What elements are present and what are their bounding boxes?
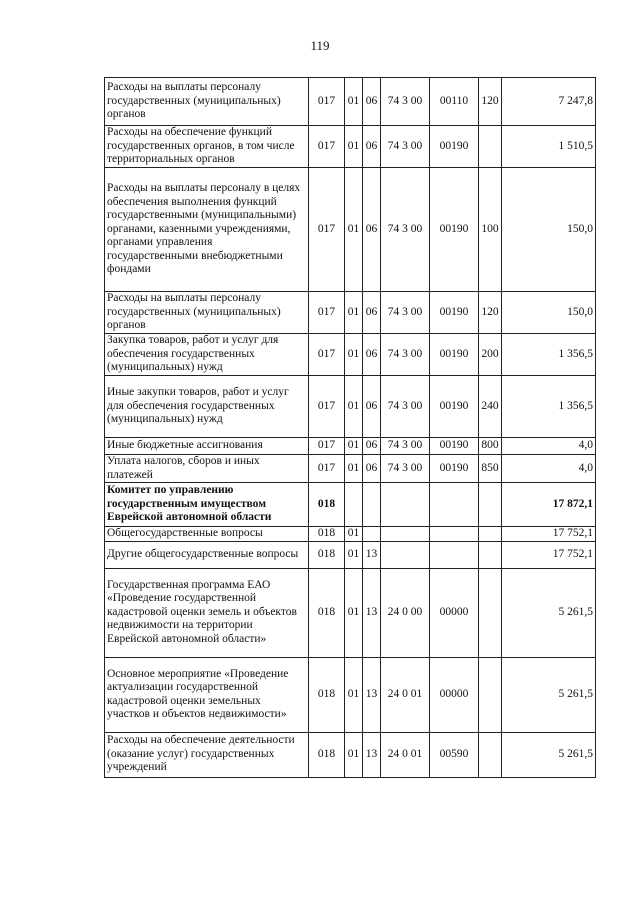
direction-code-cell: 00190 (430, 126, 479, 168)
expense-name-cell: Расходы на выплаты персоналу государственных (муниципальных) органов (105, 292, 309, 334)
department-code-cell: 017 (309, 78, 345, 126)
expense-name-cell: Расходы на выплаты персоналу государственных (муниципальных) органов (105, 78, 309, 126)
expense-type-code-cell (479, 527, 502, 542)
table-row (105, 168, 596, 292)
page-number: 119 (310, 38, 330, 53)
section-code-cell: 01 (345, 657, 363, 732)
program-code-cell (381, 483, 430, 527)
section-code-cell: 01 (345, 168, 363, 292)
subsection-code-cell: 06 (363, 126, 381, 168)
subsection-code-cell (363, 527, 381, 542)
program-code-cell: 24 0 00 (381, 568, 430, 657)
table-row (105, 455, 596, 483)
amount-cell: 5 261,5 (502, 732, 596, 777)
expense-type-code-cell (479, 732, 502, 777)
section-code-cell (345, 483, 363, 527)
budget-table (104, 77, 596, 778)
department-code-cell: 017 (309, 126, 345, 168)
department-code-cell: 018 (309, 483, 345, 527)
direction-code-cell: 00190 (430, 168, 479, 292)
direction-code-cell (430, 527, 479, 542)
expense-name-cell: Другие общегосударственные вопросы (105, 541, 309, 568)
table-row (105, 334, 596, 376)
program-code-cell (381, 527, 430, 542)
expense-name-cell: Иные закупки товаров, работ и услуг для обеспечения государственных (муниципальных) нужд (105, 376, 309, 438)
subsection-code-cell: 06 (363, 292, 381, 334)
table-row (105, 568, 596, 657)
subsection-code-cell: 06 (363, 438, 381, 455)
table-row (105, 438, 596, 455)
table-row (105, 541, 596, 568)
expense-name-cell: Расходы на обеспечение функций государственных органов, в том числе территориальных органов (105, 126, 309, 168)
section-code-cell: 01 (345, 455, 363, 483)
expense-type-code-cell (479, 657, 502, 732)
department-code-cell: 017 (309, 455, 345, 483)
subsection-code-cell: 06 (363, 376, 381, 438)
amount-cell: 17 872,1 (502, 483, 596, 527)
subsection-code-cell: 06 (363, 334, 381, 376)
program-code-cell: 74 3 00 (381, 126, 430, 168)
amount-cell: 7 247,8 (502, 78, 596, 126)
section-code-cell: 01 (345, 334, 363, 376)
department-code-cell: 018 (309, 527, 345, 542)
department-code-cell: 018 (309, 657, 345, 732)
direction-code-cell (430, 483, 479, 527)
section-code-cell: 01 (345, 78, 363, 126)
amount-cell: 5 261,5 (502, 657, 596, 732)
subsection-code-cell: 13 (363, 657, 381, 732)
expense-name-cell: Закупка товаров, работ и услуг для обеспечения государственных (муниципальных) нужд (105, 334, 309, 376)
expense-name-cell: Комитет по управлению государственным имуществом Еврейской автономной области (105, 483, 309, 527)
budget-table-body (105, 78, 596, 778)
department-code-cell: 017 (309, 292, 345, 334)
expense-type-code-cell: 200 (479, 334, 502, 376)
program-code-cell: 24 0 01 (381, 732, 430, 777)
amount-cell: 1 356,5 (502, 334, 596, 376)
amount-cell: 150,0 (502, 168, 596, 292)
expense-name-cell: Государственная программа ЕАО «Проведение государственной кадастровой оценки земель и объектов недвижимости на территории Еврейской автономной области» (105, 568, 309, 657)
program-code-cell: 74 3 00 (381, 376, 430, 438)
department-code-cell: 017 (309, 334, 345, 376)
table-row (105, 732, 596, 777)
department-code-cell: 017 (309, 376, 345, 438)
table-row (105, 657, 596, 732)
table-row (105, 376, 596, 438)
amount-cell: 17 752,1 (502, 527, 596, 542)
expense-type-code-cell: 120 (479, 292, 502, 334)
section-code-cell: 01 (345, 126, 363, 168)
expense-name-cell: Расходы на выплаты персоналу в целях обеспечения выполнения функций государственными (муниципальными) органами, казенными учреждениями, органами управления государственными внебюджетными фондами (105, 168, 309, 292)
expense-type-code-cell: 850 (479, 455, 502, 483)
subsection-code-cell: 13 (363, 732, 381, 777)
direction-code-cell: 00110 (430, 78, 479, 126)
section-code-cell: 01 (345, 527, 363, 542)
section-code-cell: 01 (345, 732, 363, 777)
department-code-cell: 018 (309, 732, 345, 777)
direction-code-cell: 00590 (430, 732, 479, 777)
expense-type-code-cell (479, 568, 502, 657)
program-code-cell: 74 3 00 (381, 292, 430, 334)
direction-code-cell: 00190 (430, 438, 479, 455)
department-code-cell: 018 (309, 568, 345, 657)
direction-code-cell: 00190 (430, 334, 479, 376)
section-code-cell: 01 (345, 376, 363, 438)
amount-cell: 5 261,5 (502, 568, 596, 657)
table-row (105, 527, 596, 542)
subsection-code-cell: 06 (363, 168, 381, 292)
expense-type-code-cell (479, 126, 502, 168)
program-code-cell: 74 3 00 (381, 438, 430, 455)
expense-type-code-cell: 100 (479, 168, 502, 292)
subsection-code-cell: 13 (363, 541, 381, 568)
section-code-cell: 01 (345, 568, 363, 657)
amount-cell: 4,0 (502, 438, 596, 455)
direction-code-cell: 00000 (430, 568, 479, 657)
department-code-cell: 017 (309, 168, 345, 292)
expense-name-cell: Общегосударственные вопросы (105, 527, 309, 542)
direction-code-cell (430, 541, 479, 568)
expense-name-cell: Расходы на обеспечение деятельности (оказание услуг) государственных учреждений (105, 732, 309, 777)
department-code-cell: 018 (309, 541, 345, 568)
subsection-code-cell: 13 (363, 568, 381, 657)
expense-name-cell: Основное мероприятие «Проведение актуализации государственной кадастровой оценки земельных участков и объектов недвижимости» (105, 657, 309, 732)
expense-type-code-cell: 120 (479, 78, 502, 126)
subsection-code-cell: 06 (363, 78, 381, 126)
expense-type-code-cell (479, 541, 502, 568)
subsection-code-cell: 06 (363, 455, 381, 483)
table-row (105, 126, 596, 168)
table-row (105, 483, 596, 527)
amount-cell: 1 510,5 (502, 126, 596, 168)
program-code-cell: 74 3 00 (381, 334, 430, 376)
expense-name-cell: Иные бюджетные ассигнования (105, 438, 309, 455)
department-code-cell: 017 (309, 438, 345, 455)
subsection-code-cell (363, 483, 381, 527)
program-code-cell: 74 3 00 (381, 455, 430, 483)
section-code-cell: 01 (345, 292, 363, 334)
section-code-cell: 01 (345, 541, 363, 568)
expense-name-cell: Уплата налогов, сборов и иных платежей (105, 455, 309, 483)
direction-code-cell: 00190 (430, 455, 479, 483)
expense-type-code-cell: 240 (479, 376, 502, 438)
amount-cell: 150,0 (502, 292, 596, 334)
expense-type-code-cell (479, 483, 502, 527)
direction-code-cell: 00190 (430, 292, 479, 334)
table-row (105, 78, 596, 126)
expense-type-code-cell: 800 (479, 438, 502, 455)
program-code-cell: 74 3 00 (381, 78, 430, 126)
section-code-cell: 01 (345, 438, 363, 455)
program-code-cell (381, 541, 430, 568)
direction-code-cell: 00190 (430, 376, 479, 438)
amount-cell: 17 752,1 (502, 541, 596, 568)
amount-cell: 4,0 (502, 455, 596, 483)
direction-code-cell: 00000 (430, 657, 479, 732)
program-code-cell: 74 3 00 (381, 168, 430, 292)
amount-cell: 1 356,5 (502, 376, 596, 438)
program-code-cell: 24 0 01 (381, 657, 430, 732)
table-row (105, 292, 596, 334)
